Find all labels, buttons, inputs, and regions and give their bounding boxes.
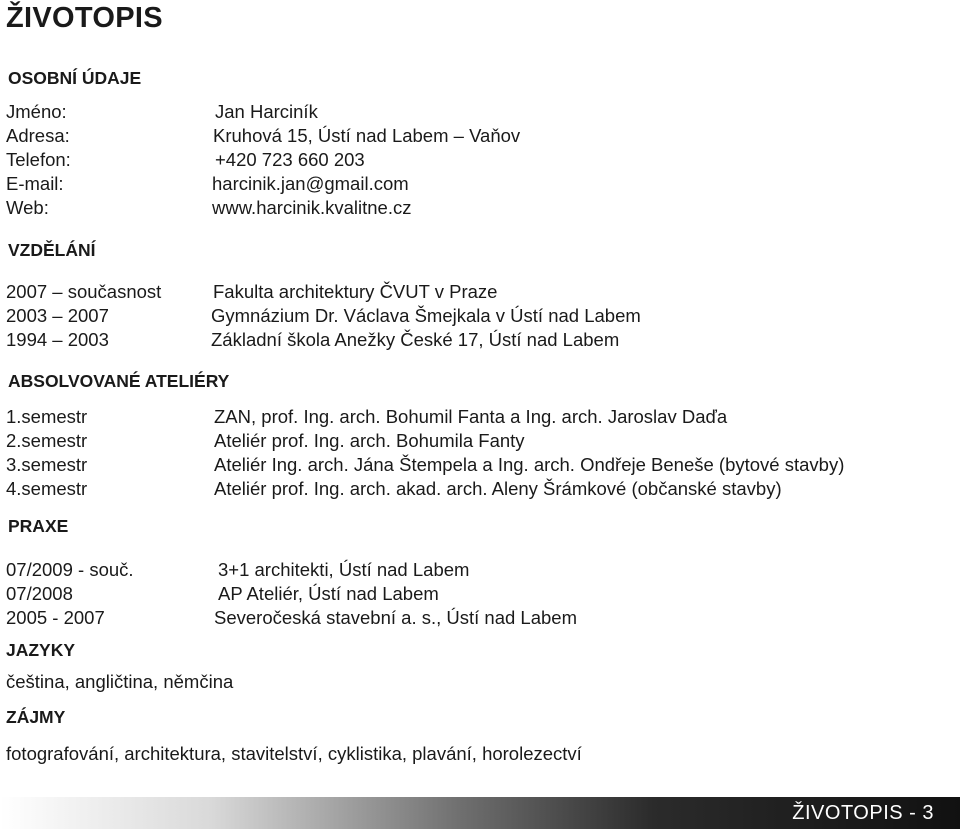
row-value: Jan Harciník	[215, 101, 318, 122]
interests-text: fotografování, architektura, stavitelství, cyklistika, plavání, horolezectví	[6, 743, 582, 764]
row-value: Gymnázium Dr. Václava Šmejkala v Ústí nad Labem	[211, 305, 641, 326]
personal-heading: OSOBNÍ ÚDAJE	[8, 68, 142, 88]
education-heading: VZDĚLÁNÍ	[8, 240, 96, 260]
interests-heading: ZÁJMY	[6, 707, 66, 727]
row-label: 07/2009 - souč.	[6, 559, 134, 580]
practice-heading: PRAXE	[8, 516, 69, 536]
row-value: 3+1 architekti, Ústí nad Labem	[218, 559, 470, 580]
row-value: Ateliér prof. Ing. arch. akad. arch. Aleny Šrámkové (občanské stavby)	[214, 478, 782, 499]
row-label: 1994 – 2003	[6, 329, 109, 350]
row-value: ZAN, prof. Ing. arch. Bohumil Fanta a Ing. arch. Jaroslav Daďa	[214, 406, 728, 427]
row-value: www.harcinik.kvalitne.cz	[212, 197, 412, 218]
row-label: 3.semestr	[6, 454, 88, 475]
row-label: 2005 - 2007	[6, 607, 105, 628]
row-value: harcinik.jan@gmail.com	[212, 173, 409, 194]
row-value: +420 723 660 203	[215, 149, 365, 170]
row-value: Kruhová 15, Ústí nad Labem – Vaňov	[213, 125, 521, 146]
row-value: Severočeská stavební a. s., Ústí nad Labem	[214, 607, 577, 628]
row-label: 2007 – současnost	[6, 281, 162, 302]
page-title: ŽIVOTOPIS	[6, 2, 163, 34]
row-value: Fakulta architektury ČVUT v Praze	[213, 281, 498, 302]
row-label: 4.semestr	[6, 478, 88, 499]
row-label: Web:	[6, 197, 49, 218]
row-label: Adresa:	[6, 125, 70, 146]
row-label: 1.semestr	[6, 406, 88, 427]
row-label: Jméno:	[6, 101, 67, 122]
row-value: Ateliér prof. Ing. arch. Bohumila Fanty	[214, 430, 525, 451]
footer-page-label: ŽIVOTOPIS - 3	[792, 802, 934, 824]
row-value: Základní škola Anežky České 17, Ústí nad Labem	[211, 329, 620, 350]
studios-heading: ABSOLVOVANÉ ATELIÉRY	[8, 371, 230, 391]
row-label: E-mail:	[6, 173, 64, 194]
footer-bar	[0, 797, 960, 829]
row-value: Ateliér Ing. arch. Jána Štempela a Ing. arch. Ondřeje Beneše (bytové stavby)	[214, 454, 845, 475]
row-label: Telefon:	[6, 149, 71, 170]
row-value: AP Ateliér, Ústí nad Labem	[218, 583, 439, 604]
row-label: 2003 – 2007	[6, 305, 109, 326]
languages-text: čeština, angličtina, němčina	[6, 671, 234, 692]
row-label: 07/2008	[6, 583, 73, 604]
languages-heading: JAZYKY	[6, 640, 76, 660]
row-label: 2.semestr	[6, 430, 88, 451]
